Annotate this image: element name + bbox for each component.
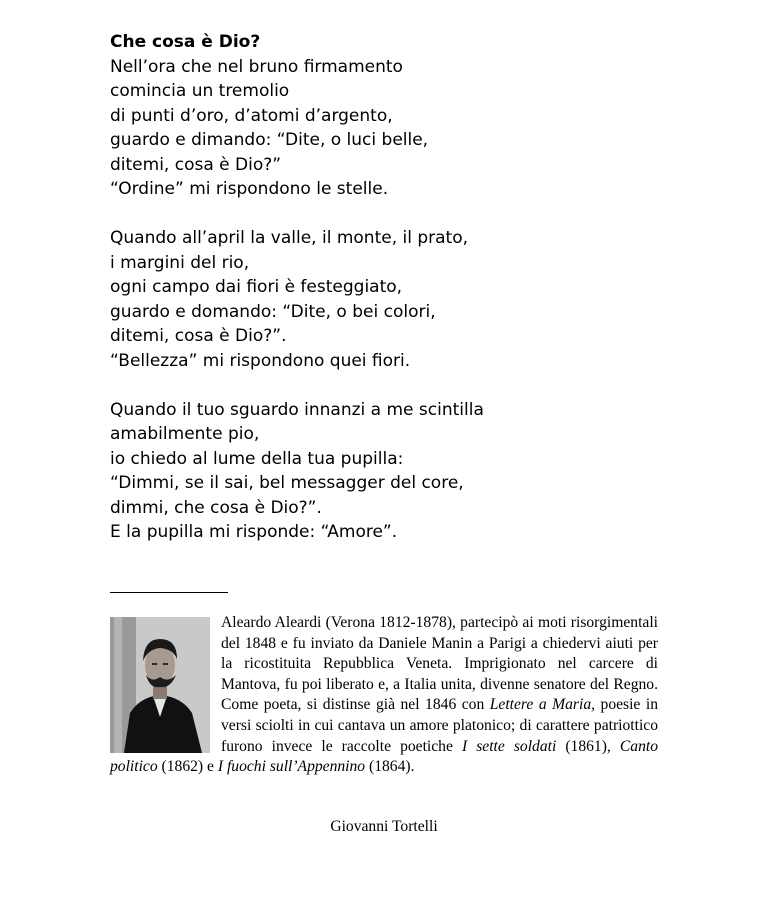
bio-text: (1864).: [365, 758, 415, 776]
poem-line: ditemi, cosa è Dio?”: [110, 154, 282, 175]
bio-work-title: Lettere a Maria: [489, 696, 592, 714]
poem-line: io chiedo al lume della tua pupilla:: [110, 448, 404, 469]
poem-line: dimmi, che cosa è Dio?”.: [110, 497, 322, 518]
poem-line: ditemi, cosa è Dio?”.: [110, 326, 287, 346]
poem-line: ogni campo dai fiori è festeggiato,: [110, 277, 403, 297]
bio-work-title: I fuochi sull’Appennino: [217, 758, 366, 776]
poem-line: guardo e dimando: “Dite, o luci belle,: [110, 130, 429, 150]
poem-line: di punti d’oro, d’atomi d’argento,: [110, 105, 393, 126]
author-biography: [110, 613, 658, 778]
poem-line: i margini del rio,: [110, 252, 250, 273]
poem-line: “Bellezza” mi rispondono quei fiori.: [110, 350, 411, 371]
bio-text: (1861),: [556, 737, 620, 755]
poem-line: Nell’ora che nel bruno firmamento: [110, 56, 403, 77]
bio-text: , poesie in versi sciolti in cui cantava un amore platonico; di carattere patriottico furono invece le raccolte poetiche: [221, 696, 658, 755]
poem-line: amabilmente pio,: [110, 424, 260, 444]
stanza-2: [110, 226, 730, 373]
author-portrait: [110, 617, 210, 753]
poem-line: guardo e domando: “Dite, o bei colori,: [110, 301, 436, 322]
poem-line: E la pupilla mi risponde: “Amore”.: [110, 522, 398, 542]
poem-line: “Ordine” mi rispondono le stelle.: [110, 179, 389, 199]
footnote-divider: [110, 592, 228, 593]
poem-line: Quando all’april la valle, il monte, il prato,: [110, 228, 469, 248]
bio-text: (1862) e: [157, 758, 218, 776]
stanza-3: [110, 398, 730, 545]
author-signature: Giovanni Tortelli: [330, 818, 438, 835]
poem: [110, 30, 730, 569]
bio-text: Aleardo Aleardi (Verona 1812-1878), partecipò ai moti risorgimentali del 1848 e fu inviato da Daniele Manin a Parigi a chiedervi aiuti per la ricostituita Repubblica Veneta. Imprigionato nel carcere di Mantova, fu poi liberato e, a Italia unita, divenne senatore del Regno. Come poeta, si distinse già nel 1846 con: [221, 614, 658, 714]
poem-title: Che cosa è Dio?: [110, 32, 261, 52]
stanza-1: [110, 55, 730, 202]
poem-line: comincia un tremolio: [110, 81, 290, 101]
bio-work-title: I sette soldati: [461, 737, 557, 755]
bio-work-title: Canto politico: [110, 737, 658, 776]
poem-line: “Dimmi, se il sai, bel messagger del core,: [110, 473, 464, 493]
poem-line: Quando il tuo sguardo innanzi a me scintilla: [110, 399, 484, 420]
